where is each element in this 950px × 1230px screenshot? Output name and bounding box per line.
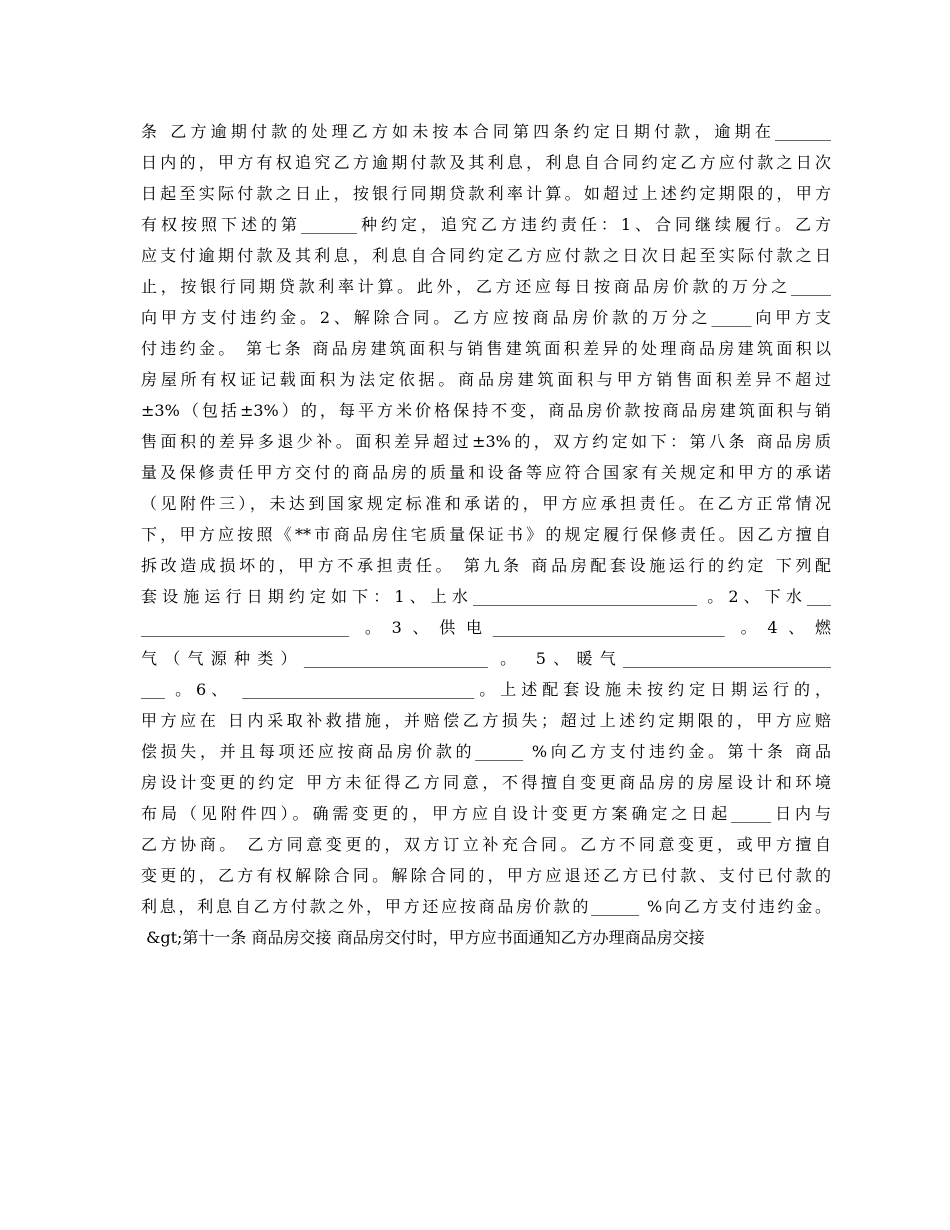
text-line: __________________________ 。3、供电_____________________________ 。4、燃 (141, 618, 831, 637)
text-line: 日内的，甲方有权追究乙方逾期付款及其利息，利息自合同约定乙方应付款之日次 (141, 153, 831, 172)
text-line: 付违约金。 第七条 商品房建筑面积与销售建筑面积差异的处理商品房建筑面积以 (141, 339, 831, 358)
text-line: 拆改造成损坏的，甲方不承担责任。 第九条 商品房配套设施运行的约定 下列配 (141, 556, 831, 575)
text-line: 套设施运行日期约定如下：1、上水____________________________ 。2、下水___ (141, 587, 831, 606)
text-line: 偿损失，并且每项还应按商品房价款的______ %向乙方支付违约金。第十条 商品 (141, 742, 831, 761)
text-line: 房设计变更的约定 甲方未征得乙方同意，不得擅自变更商品房的房屋设计和环境 (141, 773, 831, 792)
text-line: 甲方应在 日内采取补救措施，并赔偿乙方损失；超过上述约定期限的，甲方应赔 (141, 711, 831, 730)
text-line: 向甲方支付违约金。2、解除合同。乙方应按商品房价款的万分之_____向甲方支 (141, 308, 831, 327)
text-line: ___ 。6、 _____________________________。上述配套设施未按约定日期运行的， (141, 680, 831, 699)
text-line: 有权按照下述的第_______种约定，追究乙方违约责任：1、合同继续履行。乙方 (141, 215, 831, 234)
text-line: 售面积的差异多退少补。面积差异超过±3%的，双方约定如下：第八条 商品房质 (141, 432, 831, 451)
text-line: 乙方协商。 乙方同意变更的，双方订立补充合同。乙方不同意变更，或甲方擅自 (141, 835, 831, 854)
text-line: 量及保修责任甲方交付的商品房的质量和设备等应符合国家有关规定和甲方的承诺 (141, 463, 831, 482)
text-line: 日起至实际付款之日止，按银行同期贷款利率计算。如超过上述约定期限的，甲方 (141, 184, 831, 203)
text-line: （见附件三），未达到国家规定标准和承诺的，甲方应承担责任。在乙方正常情况 (141, 494, 831, 513)
text-line: 下，甲方应按照《**市商品房住宅质量保证书》的规定履行保修责任。因乙方擅自 (141, 525, 831, 544)
text-line: 止，按银行同期贷款利率计算。此外，乙方还应每日按商品房价款的万分之_____ (141, 277, 831, 296)
text-line: 条 乙方逾期付款的处理乙方如未按本合同第四条约定日期付款，逾期在_______ (141, 122, 831, 141)
text-line: 应支付逾期付款及其利息，利息自合同约定乙方应付款之日次日起至实际付款之日 (141, 246, 831, 265)
text-line: ±3%（包括±3%）的，每平方米价格保持不变，商品房价款按商品房建筑面积与销 (141, 401, 831, 420)
text-line: 布局（见附件四）。确需变更的，甲方应自设计变更方案确定之日起_____日内与 (141, 804, 831, 823)
text-line: 气（气源种类）_______________________ 。 5、暖气__________________________ (141, 649, 831, 668)
text-line: 变更的，乙方有权解除合同。解除合同的，甲方应退还乙方已付款、支付已付款的 (141, 866, 831, 885)
contract-text (141, 116, 831, 953)
text-line: &gt;第十一条 商品房交接 商品房交付时，甲方应书面通知乙方办理商品房交接 (141, 928, 705, 947)
text-line: 利息，利息自乙方付款之外，甲方还应按商品房价款的______ %向乙方支付违约金。 (141, 897, 831, 916)
text-line: 房屋所有权证记载面积为法定依据。商品房建筑面积与甲方销售面积差异不超过 (141, 370, 831, 389)
